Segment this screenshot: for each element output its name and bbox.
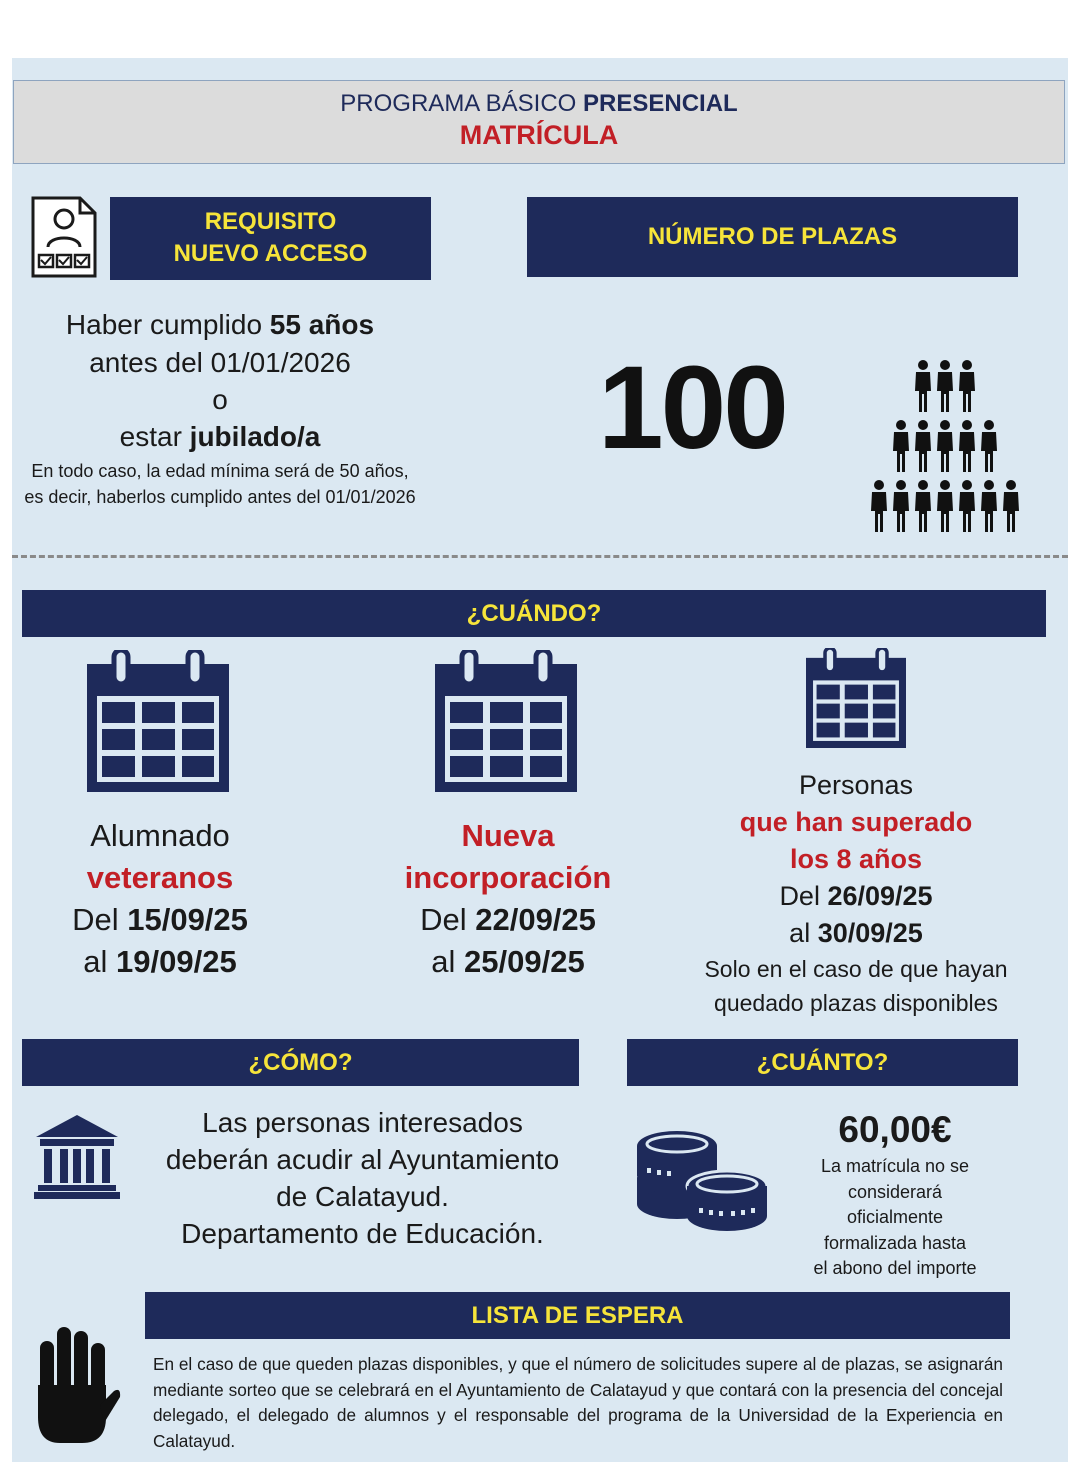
calendar-icon (87, 650, 229, 797)
people-group-icon (868, 360, 1028, 540)
coins-icon (635, 1120, 771, 1241)
age-note: En todo caso, la edad mínima será de 50 años, es decir, haberlos cumplido antes del 01/01/2026 (24, 461, 416, 507)
veteranos-column: Alumnado veteranos Del 15/09/25 al 19/09/25 (72, 818, 248, 979)
ocho-anos-column: Personas que han superado los 8 años Del 26/09/25 al 30/09/25 Solo en el caso de que hayan quedado plazas disponibles (704, 770, 1008, 1016)
plazas-banner: NÚMERO DE PLAZAS (527, 197, 1018, 277)
cuando-banner: ¿CUÁNDO? (22, 590, 1046, 637)
calendar-icon (435, 650, 577, 797)
como-banner: ¿CÓMO? (22, 1039, 579, 1086)
espera-text: En el caso de que queden plazas disponibles, y que el número de solicitudes supere al de plazas, se asignarán mediante sorteo que se celebrará en el Ayuntamiento de Calatayud y que contará con la presencia del concejal delegado, el delegado de alumnos y el responsable del programa de la Universidad de la Experiencia en Calatayud. (153, 1354, 1003, 1451)
stop-hand-icon (30, 1325, 122, 1450)
calendar-icon (806, 648, 906, 753)
nueva-incorporacion-column: Nueva incorporación Del 22/09/25 al 25/09/25 (404, 818, 612, 979)
como-text: Las personas interesados deberán acudir al Ayuntamiento de Calatayud. Departamento de Educación. (165, 1107, 560, 1249)
dashed-divider (12, 555, 1068, 558)
cuanto-banner: ¿CUÁNTO? (627, 1039, 1018, 1086)
matricula-title: MATRÍCULA (459, 120, 619, 150)
program-title: PROGRAMA BÁSICO PRESENCIAL (340, 90, 738, 117)
town-hall-icon (34, 1113, 120, 1204)
cuanto-text: 60,00€ La matrícula no se considerará oficialmente formalizada hasta el abono del importe (785, 1106, 1005, 1282)
price: 60,00€ (838, 1109, 952, 1150)
header-box (13, 80, 1065, 164)
applicant-document-icon (30, 195, 98, 279)
requisito-banner: REQUISITO NUEVO ACCESO (110, 197, 431, 280)
espera-banner: LISTA DE ESPERA (145, 1292, 1010, 1339)
plazas-number: 100 (598, 342, 786, 474)
requisito-text: Haber cumplido 55 años antes del 01/01/2026 o estar jubilado/a En todo caso, la edad mínima será de 50 años, es decir, haberlos cumplido antes del 01/01/2026 (20, 306, 420, 510)
